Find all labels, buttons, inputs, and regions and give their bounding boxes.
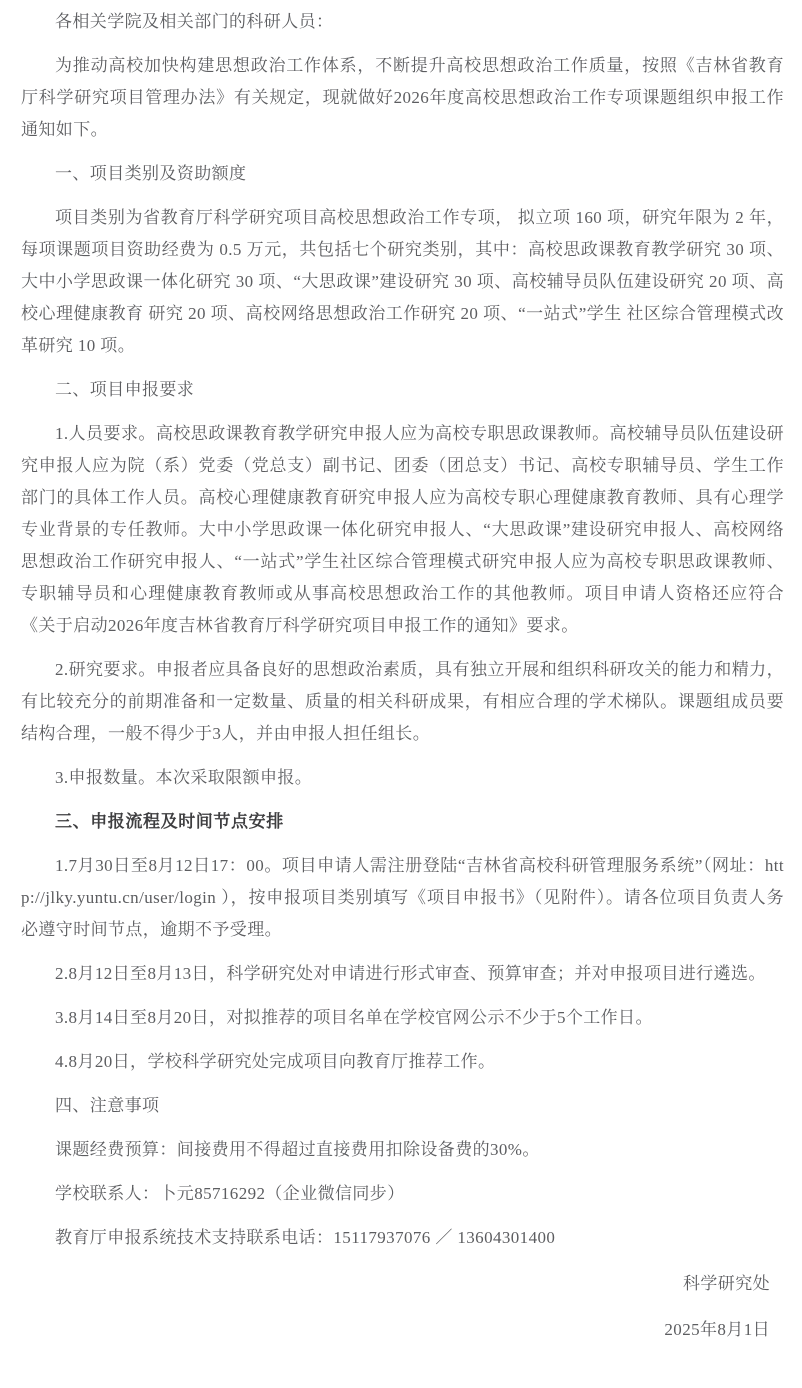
salutation: 各相关学院及相关部门的科研人员： bbox=[55, 12, 334, 31]
section-2-item-2-research: 2.研究要求。申报者应具备良好的思想政治素质，具有独立开展和组织科研攻关的能力和精力，有比较充分的前期准备和一定数量、质量的相关科研成果，有相应合理的学术梯队。课题组成员要结构合理，一般不得少于3人，并由申报人担任组长。 bbox=[21, 660, 784, 743]
section-2-item-1-personnel: 1.人员要求。高校思政课教育教学研究申报人应为高校专职思政课教师。高校辅导员队伍建设研究申报人应为院（系）党委（党总支）副书记、团委（团总支）书记、高校专职辅导员、学生工作部门的具体工作人员。高校心理健康教育研究申报人应为高校专职心理健康教育教师、具有心理学专业背景的专任教师。大中小学思政课一体化研究申报人、“大思政课”建设研究申报人、高校网络思想政治工作研究申报人、“一站式”学生社区综合管理模式研究申报人应为高校专职思政课教师、专职辅导员和心理健康教育教师或从事高校思想政治工作的其他教师。项目申请人资格还应符合《关于启动2026年度吉林省教育厅科学研究项目申报工作的通知》要求。 bbox=[21, 424, 784, 635]
document-body bbox=[21, 6, 784, 1346]
section-1-body: 项目类别为省教育厅科学研究项目高校思想政治工作专项， 拟立项 160 项，研究年限为 2 年，每项课题项目资助经费为 0.5 万元，共包括七个研究类别，其中：高校思政课教育教学研究 30 项、大中小学思政课一体化研究 30 项、“大思政课”建设研究 30 项、高校辅导员队伍建设研究 20 项、高校心理健康教育 研究 20 项、高校网络思想政治工作研究 20 项、“一站式”学生 社区综合管理模式改革研究 10 项。 bbox=[21, 208, 784, 355]
section-3-item-1-registration: 1.7月30日至8月12日17：00。项目申请人需注册登陆“吉林省高校科研管理服务系统”（网址：http://jlky.yuntu.cn/user/login ），按申报项目类别填写《项目申报书》（见附件）。请各位项目负责人务必遵守时间节点，逾期不予受理。 bbox=[21, 856, 784, 939]
tech-support-line: 教育厅申报系统技术支持联系电话：15117937076 ／ 13604301400 bbox=[55, 1228, 556, 1247]
signature-date: 2025年8月1日 bbox=[664, 1320, 770, 1339]
section-4-heading: 四、注意事项 bbox=[55, 1096, 160, 1115]
intro-paragraph: 为推动高校加快构建思想政治工作体系，不断提升高校思想政治工作质量，按照《吉林省教育厅科学研究项目管理办法》有关规定，现就做好2026年度高校思想政治工作专项课题组织申报工作通知如下。 bbox=[21, 56, 784, 139]
section-2-heading: 二、项目申报要求 bbox=[55, 380, 195, 399]
section-3-item-3-publicity: 3.8月14日至8月20日，对拟推荐的项目名单在学校官网公示不少于5个工作日。 bbox=[55, 1008, 653, 1027]
signature-department: 科学研究处 bbox=[683, 1274, 770, 1293]
budget-note: 课题经费预算：间接费用不得超过直接费用扣除设备费的30%。 bbox=[55, 1140, 540, 1159]
school-contact-line: 学校联系人：卜元85716292（企业微信同步） bbox=[55, 1184, 405, 1203]
section-2-item-3-quota: 3.申报数量。本次采取限额申报。 bbox=[55, 768, 313, 787]
section-3-item-4-recommendation: 4.8月20日，学校科学研究处完成项目向教育厅推荐工作。 bbox=[55, 1052, 496, 1071]
section-1-heading: 一、项目类别及资助额度 bbox=[55, 164, 247, 183]
section-3-item-2-review: 2.8月12日至8月13日，科学研究处对申请进行形式审查、预算审查；并对申报项目进行遴选。 bbox=[55, 964, 766, 983]
section-3-heading: 三、申报流程及时间节点安排 bbox=[55, 812, 284, 831]
